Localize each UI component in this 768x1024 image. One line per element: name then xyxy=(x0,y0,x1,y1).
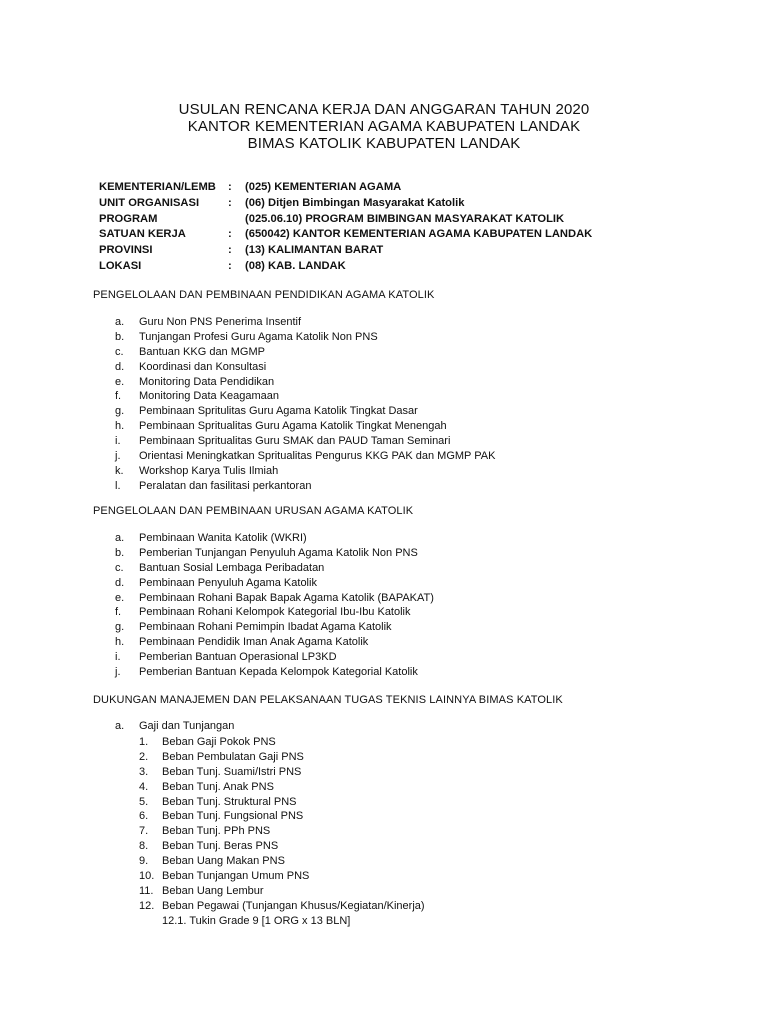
list-marker: a. xyxy=(115,532,125,544)
list-text: Pembinaan Spritualitas Guru Agama Katolik Tingkat Menengah xyxy=(139,420,447,433)
list-marker: c. xyxy=(115,345,124,358)
sublist-marker: 9. xyxy=(139,855,149,868)
sublist-text: Beban Tunj. Suami/Istri PNS xyxy=(162,765,302,778)
meta-value: (08) KAB. LANDAK xyxy=(245,259,346,272)
sublist-marker: 6. xyxy=(139,810,149,823)
list-marker: k. xyxy=(115,464,124,477)
list-marker: d. xyxy=(115,576,125,589)
list-text: Pembinaan Rohani Bapak Bapak Agama Katolik (BAPAKAT) xyxy=(139,591,434,604)
list-text: Pembinaan Rohani Kelompok Kategorial Ibu-Ibu Katolik xyxy=(139,606,411,619)
list-marker: h. xyxy=(115,636,125,649)
document-title xyxy=(0,101,768,152)
list-text: Pemberian Tunjangan Penyuluh Agama Katolik Non PNS xyxy=(139,546,418,559)
list-text: Pembinaan Spritualitas Guru SMAK dan PAUD Taman Seminari xyxy=(139,435,451,448)
sublist-text: Beban Gaji Pokok PNS xyxy=(162,736,276,748)
section-heading-dukungan: DUKUNGAN MANAJEMEN DAN PELAKSANAAN TUGAS TEKNIS LAINNYA BIMAS KATOLIK xyxy=(93,694,563,706)
list-marker: g. xyxy=(115,621,125,634)
list-text: Pemberian Bantuan Kepada Kelompok Kategorial Katolik xyxy=(139,666,418,679)
meta-value: (06) Ditjen Bimbingan Masyarakat Katolik xyxy=(245,196,465,209)
sublist-text: Beban Tunj. Struktural PNS xyxy=(162,795,297,808)
list-marker: j. xyxy=(115,450,121,463)
title-line-1: USULAN RENCANA KERJA DAN ANGGARAN TAHUN 2020 xyxy=(178,101,590,118)
meta-value: (650042) KANTOR KEMENTERIAN AGAMA KABUPATEN LANDAK xyxy=(245,228,593,241)
list-text: Peralatan dan fasilitasi perkantoran xyxy=(139,479,312,492)
list-text: Bantuan KKG dan MGMP xyxy=(139,345,265,358)
sub-sub-item-tukin: 12.1. Tukin Grade 9 [1 ORG x 13 BLN] xyxy=(162,915,351,927)
list-marker: i. xyxy=(115,651,121,664)
meta-label: PROVINSI xyxy=(99,244,153,257)
list-marker: e. xyxy=(115,591,125,604)
meta-colon: : xyxy=(228,228,232,241)
list-text: Guru Non PNS Penerima Insentif xyxy=(139,316,302,328)
meta-label: KEMENTERIAN/LEMB xyxy=(99,181,216,193)
list-text: Orientasi Meningkatkan Spritualitas Pengurus KKG PAK dan MGMP PAK xyxy=(139,450,496,463)
meta-value: (025.06.10) PROGRAM BIMBINGAN MASYARAKAT KATOLIK xyxy=(245,212,565,225)
title-line-3: BIMAS KATOLIK KABUPATEN LANDAK xyxy=(247,135,521,152)
sublist-marker: 1. xyxy=(139,736,149,748)
meta-value: (025) KEMENTERIAN AGAMA xyxy=(245,181,402,193)
list-marker: f. xyxy=(115,390,122,403)
sublist-text: Beban Tunjangan Umum PNS xyxy=(162,870,310,883)
list-marker: a. xyxy=(115,720,125,732)
list-text: Workshop Karya Tulis Ilmiah xyxy=(139,464,279,477)
list-text: Monitoring Data Pendidikan xyxy=(139,375,275,388)
list-text: Bantuan Sosial Lembaga Peribadatan xyxy=(139,561,325,574)
list-marker: b. xyxy=(115,330,125,343)
meta-label: LOKASI xyxy=(99,259,142,272)
list-marker: d. xyxy=(115,360,125,373)
sublist-text: Beban Uang Lembur xyxy=(162,884,264,897)
title-line-2: KANTOR KEMENTERIAN AGAMA KABUPATEN LANDAK xyxy=(187,118,581,135)
list-marker: j. xyxy=(115,666,121,679)
sublist-marker: 5. xyxy=(139,795,149,808)
sublist-text: Beban Tunj. Anak PNS xyxy=(162,780,274,793)
sublist-marker: 2. xyxy=(139,750,149,763)
list-text: Pembinaan Pendidik Iman Anak Agama Katolik xyxy=(139,636,369,649)
list-text: Pemberian Bantuan Operasional LP3KD xyxy=(139,651,337,664)
list-text: Monitoring Data Keagamaan xyxy=(139,390,280,403)
meta-label: SATUAN KERJA xyxy=(99,228,186,241)
meta-colon: : xyxy=(228,181,232,193)
list-marker: f. xyxy=(115,606,122,619)
sublist-marker: 11. xyxy=(139,884,154,897)
list-marker: h. xyxy=(115,420,125,433)
sublist-marker: 4. xyxy=(139,780,149,793)
list-marker: a. xyxy=(115,316,125,328)
list-text: Pembinaan Spritulitas Guru Agama Katolik Tingkat Dasar xyxy=(139,405,418,418)
list-text: Pembinaan Rohani Pemimpin Ibadat Agama Katolik xyxy=(139,621,392,634)
meta-colon: : xyxy=(228,196,232,209)
list-text: Koordinasi dan Konsultasi xyxy=(139,360,267,373)
list-text: Pembinaan Penyuluh Agama Katolik xyxy=(139,576,317,589)
list-marker: l. xyxy=(115,479,121,492)
sublist-marker: 3. xyxy=(139,765,149,778)
sublist-marker: 12. xyxy=(139,899,155,912)
sublist-marker: 7. xyxy=(139,825,149,838)
section-heading-urusan: PENGELOLAAN DAN PEMBINAAN URUSAN AGAMA KATOLIK xyxy=(93,505,414,517)
list-marker: b. xyxy=(115,546,125,559)
sublist-text: Beban Uang Makan PNS xyxy=(162,855,285,868)
meta-colon: : xyxy=(228,259,232,272)
list-marker: i. xyxy=(115,435,121,448)
list-text: Gaji dan Tunjangan xyxy=(139,720,235,732)
list-marker: c. xyxy=(115,561,124,574)
sublist-marker: 8. xyxy=(139,840,149,853)
sublist-text: Beban Pembulatan Gaji PNS xyxy=(162,750,304,763)
sublist-marker: 10. xyxy=(139,870,155,883)
meta-colon: : xyxy=(228,244,232,257)
list-marker: e. xyxy=(115,375,125,388)
list-text: Tunjangan Profesi Guru Agama Katolik Non PNS xyxy=(139,330,378,343)
meta-label: PROGRAM xyxy=(99,212,158,225)
sublist-text: Beban Tunj. PPh PNS xyxy=(162,825,271,838)
meta-value: (13) KALIMANTAN BARAT xyxy=(245,244,384,257)
sublist-text: Beban Pegawai (Tunjangan Khusus/Kegiatan/Kinerja) xyxy=(162,899,425,912)
sublist-text: Beban Tunj. Beras PNS xyxy=(162,840,279,853)
meta-label: UNIT ORGANISASI xyxy=(99,196,200,209)
list-text: Pembinaan Wanita Katolik (WKRI) xyxy=(139,532,307,544)
sublist-text: Beban Tunj. Fungsional PNS xyxy=(162,810,304,823)
list-marker: g. xyxy=(115,405,125,418)
section-heading-pendidikan: PENGELOLAAN DAN PEMBINAAN PENDIDIKAN AGAMA KATOLIK xyxy=(93,289,435,301)
